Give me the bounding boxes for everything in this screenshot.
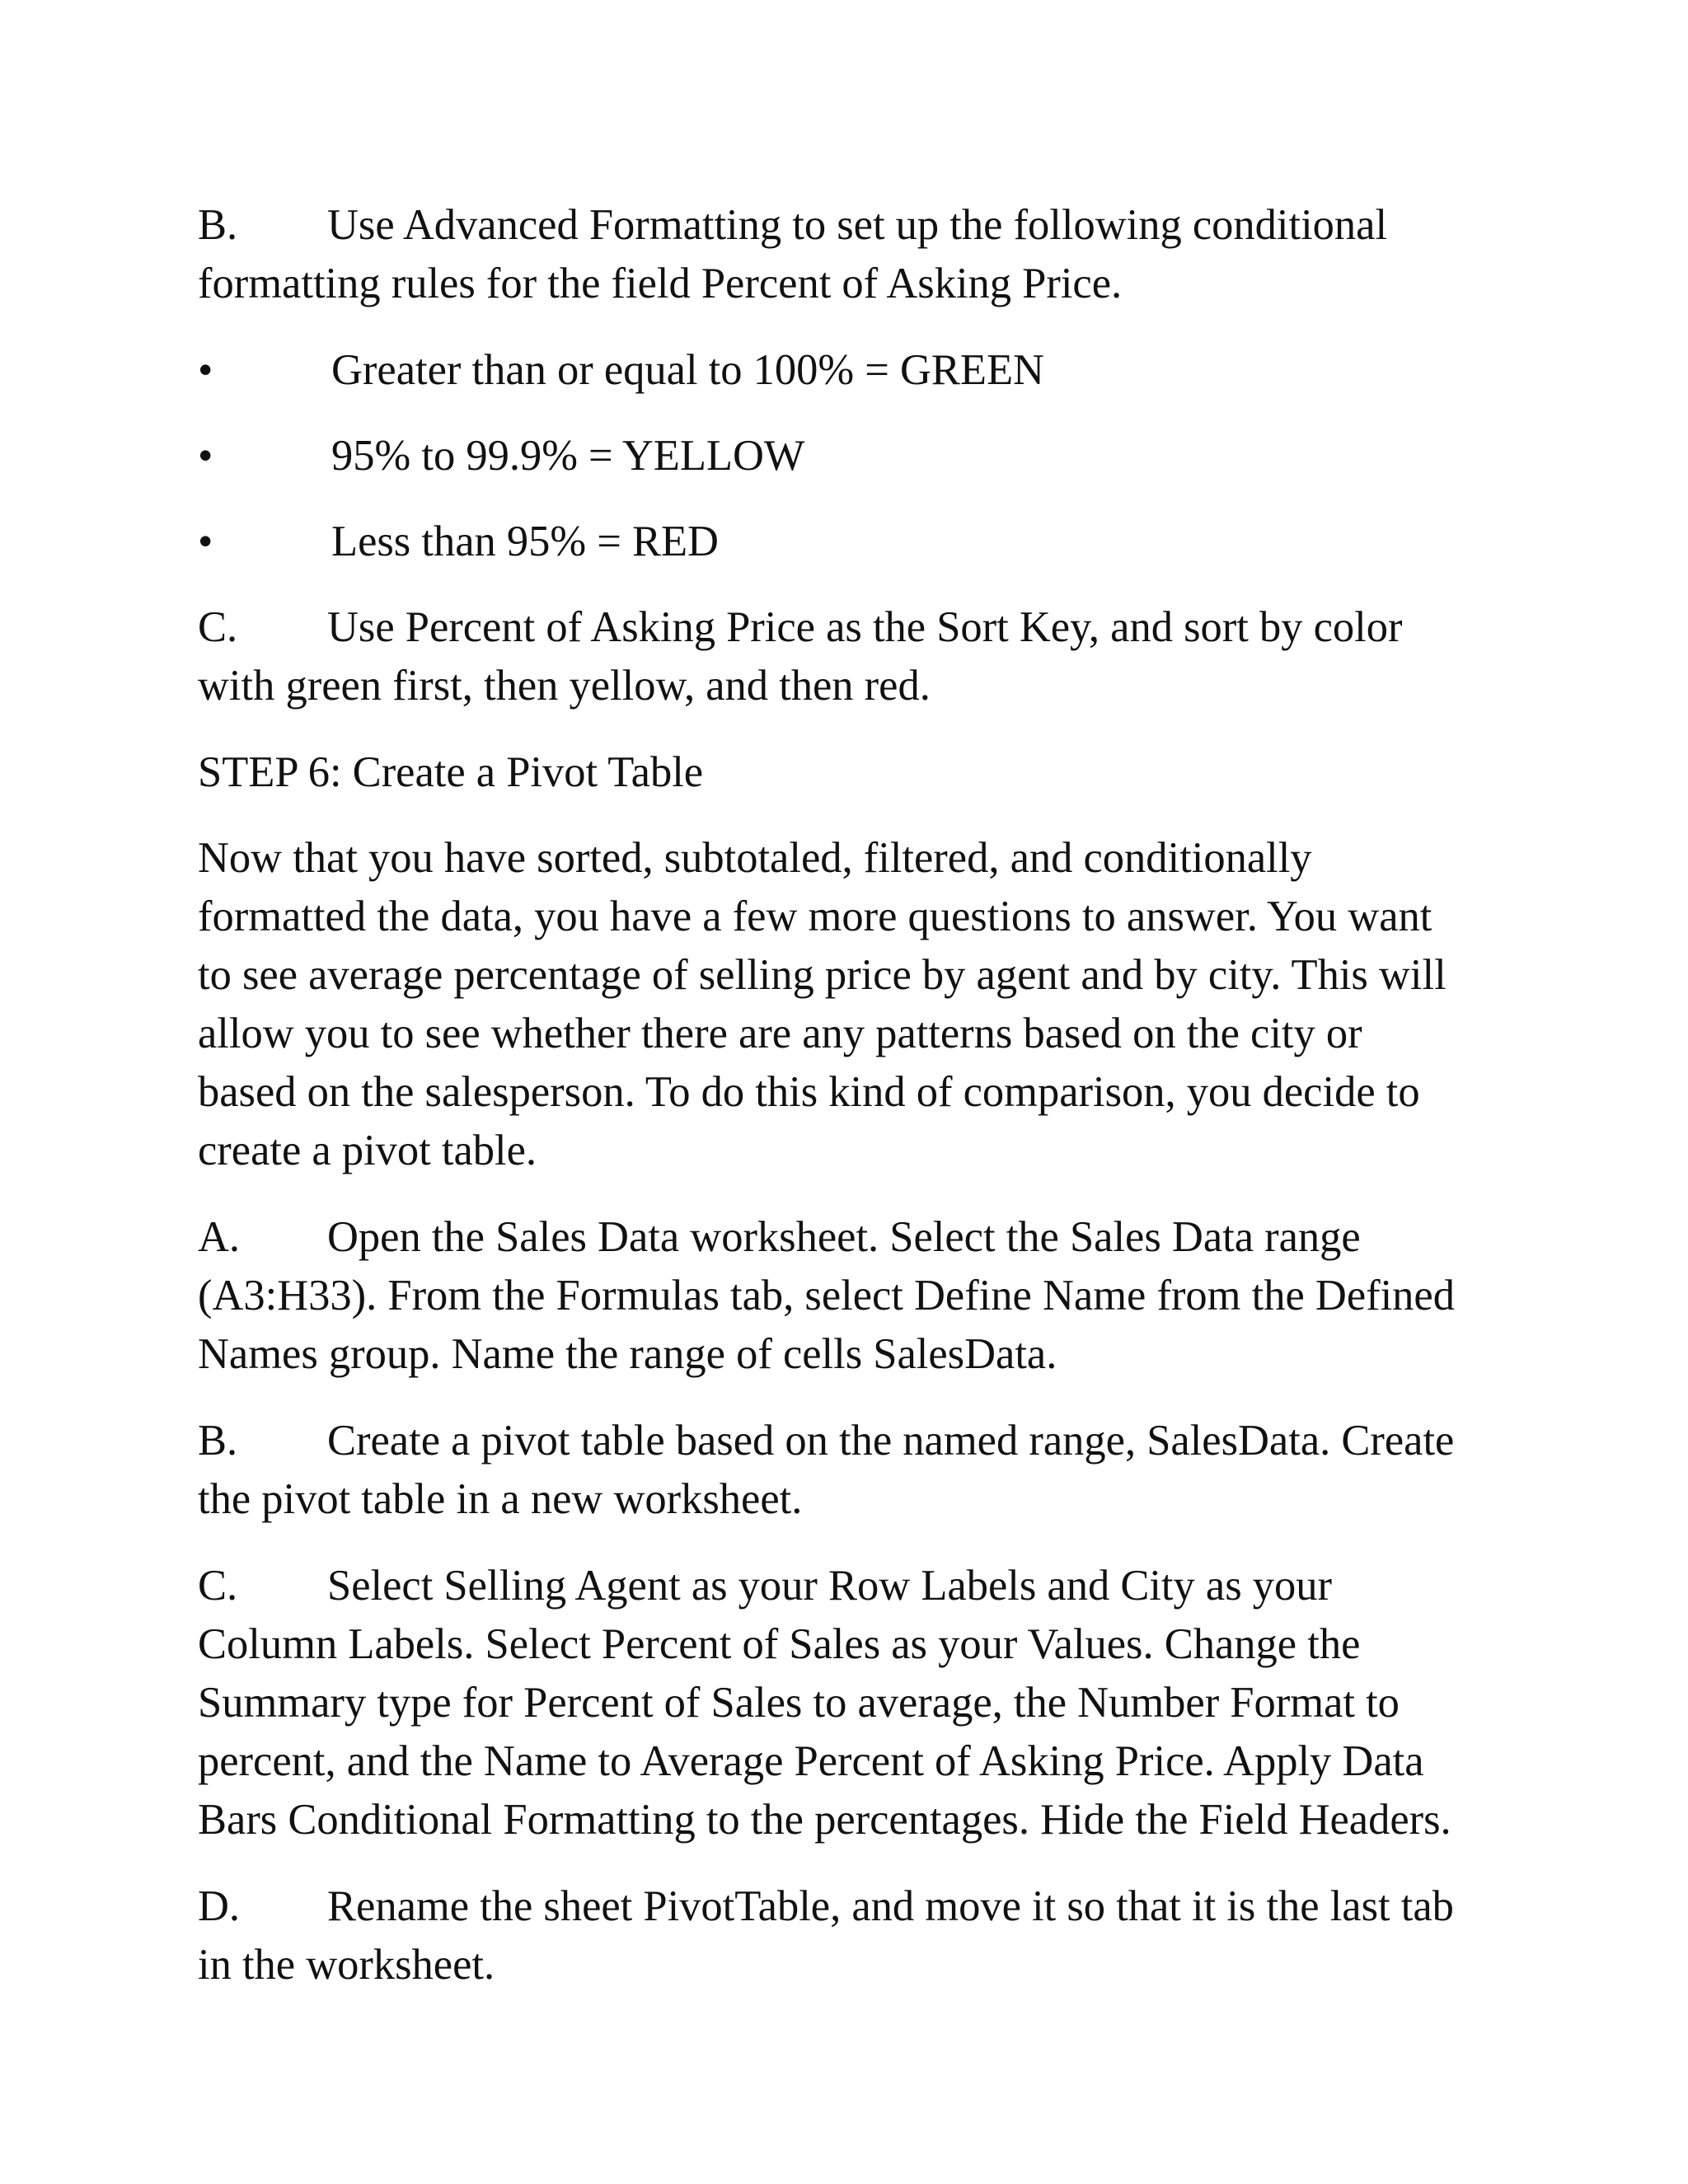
item-marker: C. (198, 603, 238, 651)
item-text-line: Names group. Name the range of cells SalesData. (198, 1330, 1057, 1378)
item-marker: B. (198, 201, 238, 249)
item-c-pivot-fields (198, 1557, 1517, 1849)
item-b-create-pivot-table (198, 1412, 1517, 1529)
bullet-text: 95% to 99.9% = YELLOW (331, 432, 805, 480)
item-text-line: Use Advanced Formatting to set up the following conditional (327, 201, 1388, 249)
item-text-line: the pivot table in a new worksheet. (198, 1475, 803, 1523)
item-marker: B. (198, 1417, 238, 1465)
paragraph-line: create a pivot table. (198, 1127, 537, 1174)
item-marker: D. (198, 1882, 241, 1930)
item-text-line: Use Percent of Asking Price as the Sort Key, and sort by color (327, 603, 1403, 651)
bullet-item-yellow (198, 427, 1517, 485)
bullet-text: Less than 95% = RED (331, 518, 719, 565)
item-text-line: Summary type for Percent of Sales to average, the Number Format to (198, 1679, 1400, 1727)
item-marker: A. (198, 1213, 241, 1261)
item-c-sort-key (198, 598, 1517, 715)
step-6-heading: STEP 6: Create a Pivot Table (198, 748, 704, 796)
item-text-line: Column Labels. Select Percent of Sales as your Values. Change the (198, 1620, 1361, 1668)
item-b-conditional-formatting (198, 196, 1517, 313)
bullet-item-red (198, 513, 1517, 571)
item-d-rename-sheet (198, 1877, 1517, 1994)
step-6-intro-paragraph (198, 829, 1517, 1180)
paragraph-line: based on the salesperson. To do this kind of comparison, you decide to (198, 1068, 1420, 1116)
item-text-line: in the worksheet. (198, 1941, 495, 1989)
paragraph-line: to see average percentage of selling price by agent and by city. This will (198, 951, 1447, 999)
paragraph-line: allow you to see whether there are any patterns based on the city or (198, 1010, 1362, 1057)
paragraph-line: Now that you have sorted, subtotaled, filtered, and conditionally (198, 834, 1312, 882)
bullet-item-green (198, 341, 1517, 400)
item-a-define-name (198, 1208, 1517, 1384)
item-text-line: Open the Sales Data worksheet. Select the Sales Data range (327, 1213, 1361, 1261)
item-text-line: Rename the sheet PivotTable, and move it so that it is the last tab (327, 1882, 1454, 1930)
item-text-line: Bars Conditional Formatting to the percentages. Hide the Field Headers. (198, 1796, 1451, 1844)
item-text-line: (A3:H33). From the Formulas tab, select Define Name from the Defined (198, 1272, 1455, 1319)
bullet-icon: • (198, 346, 213, 394)
item-text-line: with green first, then yellow, and then red. (198, 662, 931, 710)
document-page (198, 196, 1517, 2022)
item-marker: C. (198, 1562, 238, 1610)
item-text-line: Select Selling Agent as your Row Labels and City as your (327, 1562, 1332, 1610)
bullet-text: Greater than or equal to 100% = GREEN (331, 346, 1044, 394)
bullet-icon: • (198, 432, 213, 480)
bullet-icon: • (198, 518, 213, 565)
item-text-line: formatting rules for the field Percent of Asking Price. (198, 260, 1123, 307)
item-text-line: percent, and the Name to Average Percent of Asking Price. Apply Data (198, 1737, 1424, 1785)
paragraph-line: formatted the data, you have a few more questions to answer. You want (198, 893, 1432, 940)
item-text-line: Create a pivot table based on the named range, SalesData. Create (327, 1417, 1455, 1465)
